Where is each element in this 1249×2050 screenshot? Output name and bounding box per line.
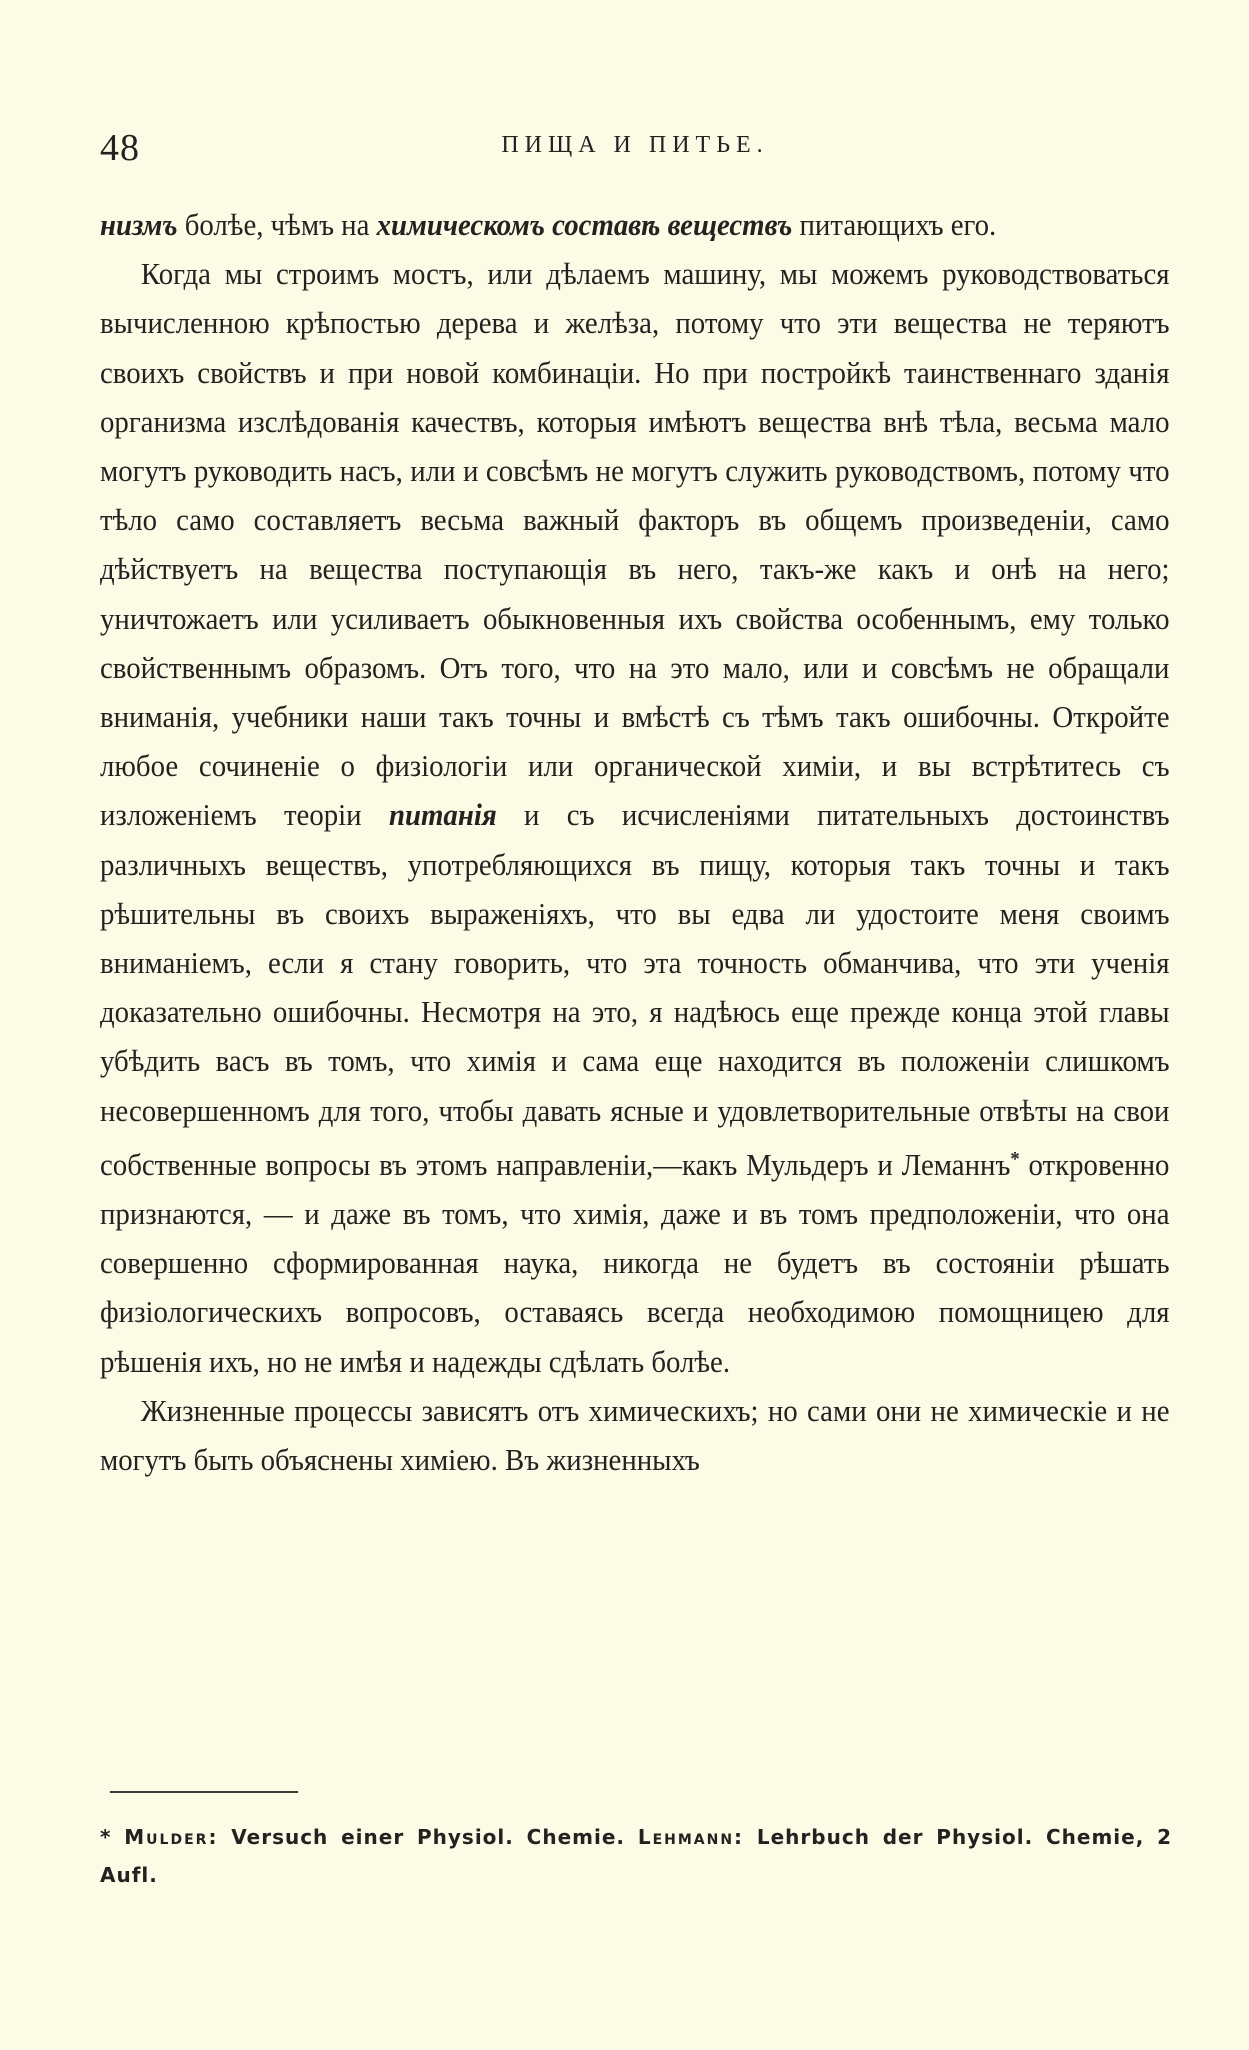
- text-span: и съ исчисленіями питательныхъ достоинствъ различныхъ веществъ, употребляющихся въ пищу, которыя такъ точны и такъ рѣшительны въ своихъ выраженіяхъ, что вы едва ли удостоите меня своимъ вниманіемъ, если я стану говорить, что эта точность обманчива, что эти ученія доказательно ошибочны. Несмотря на это, я надѣюсь еще прежде конца этой главы убѣдить васъ въ томъ, что химія и сама еще находится въ положеніи слишкомъ несовершенномъ для того, чтобы давать ясные и удовлетворительные отвѣты на свои собственные вопросы въ этомъ направленіи,—какъ Мульдеръ и Леманнъ: [100, 797, 1170, 1182]
- body-text: [100, 200, 1170, 1484]
- text-span: Жизненные процессы зависятъ отъ химическихъ; но сами они не химическіе и не могутъ быть объяснены химіею. Въ жизненныхъ: [100, 1392, 1170, 1478]
- emphasis-organism: низмъ: [100, 207, 178, 242]
- running-head: [100, 118, 1170, 178]
- footnote-rule: [110, 1791, 298, 1793]
- page-number: 48: [100, 127, 140, 169]
- page: [100, 118, 1170, 1484]
- running-title: ПИЩА И ПИТЬЕ.: [501, 132, 769, 158]
- footnote-mark: *: [100, 1825, 112, 1849]
- text-span: питающихъ его.: [792, 207, 997, 242]
- footnote-author-lehmann: Lehmann:: [637, 1825, 745, 1849]
- footnote-work-lehmann: Lehrbuch der Physiol. Chemie, 2 Aufl.: [100, 1825, 1173, 1887]
- footnote-author-mulder: Mulder:: [124, 1825, 219, 1849]
- paragraph-1: [100, 200, 1170, 249]
- text-span: откровенно признаются, — и даже въ томъ, что химія, даже и въ томъ предположеніи, что она совершенно сформированная наука, никогда не будетъ въ состояніи рѣшать физіологическихъ вопросовъ, оставаясь всегда необходимою помощницею для рѣшенія ихъ, но не имѣя и надежды сдѣлать болѣе.: [100, 1146, 1170, 1379]
- footnote: [100, 1818, 1172, 1894]
- footnote-work-mulder: Versuch einer Physiol. Chemie.: [231, 1825, 626, 1849]
- paragraph-3: [100, 1386, 1170, 1484]
- emphasis-chemical-composition: химическомъ составѣ веществъ: [376, 207, 793, 242]
- text-span: Когда мы строимъ мостъ, или дѣлаемъ машину, мы можемъ руководствоваться вычисленною крѣпостью дерева и желѣза, потому что эти вещества не теряютъ своихъ свойствъ и при новой комбинаціи. Но при постройкѣ таинственнаго зданія организма изслѣдованія качествъ, которыя имѣютъ вещества внѣ тѣла, весьма мало могутъ руководить насъ, или и совсѣмъ не могутъ служить руководствомъ, потому что тѣло само составляетъ весьма важный факторъ въ общемъ произведеніи, само дѣйствуетъ на вещества поступающія въ него, такъ-же какъ и онѣ на него; уничтожаетъ или усиливаетъ обыкновенныя ихъ свойства особеннымъ, ему только свойственнымъ образомъ. Отъ того, что на это мало, или и совсѣмъ не обращали вниманія, учебники наши такъ точны и вмѣстѣ съ тѣмъ такъ ошибочны. Откройте любое сочиненіе о физіологіи или органической химіи, и вы встрѣтитесь съ изложеніемъ теоріи: [100, 256, 1170, 833]
- text-span: болѣе, чѣмъ на: [177, 207, 377, 242]
- footnote-reference: *: [1010, 1147, 1020, 1170]
- paragraph-2: [100, 249, 1170, 1386]
- emphasis-nutrition: питанія: [388, 797, 497, 833]
